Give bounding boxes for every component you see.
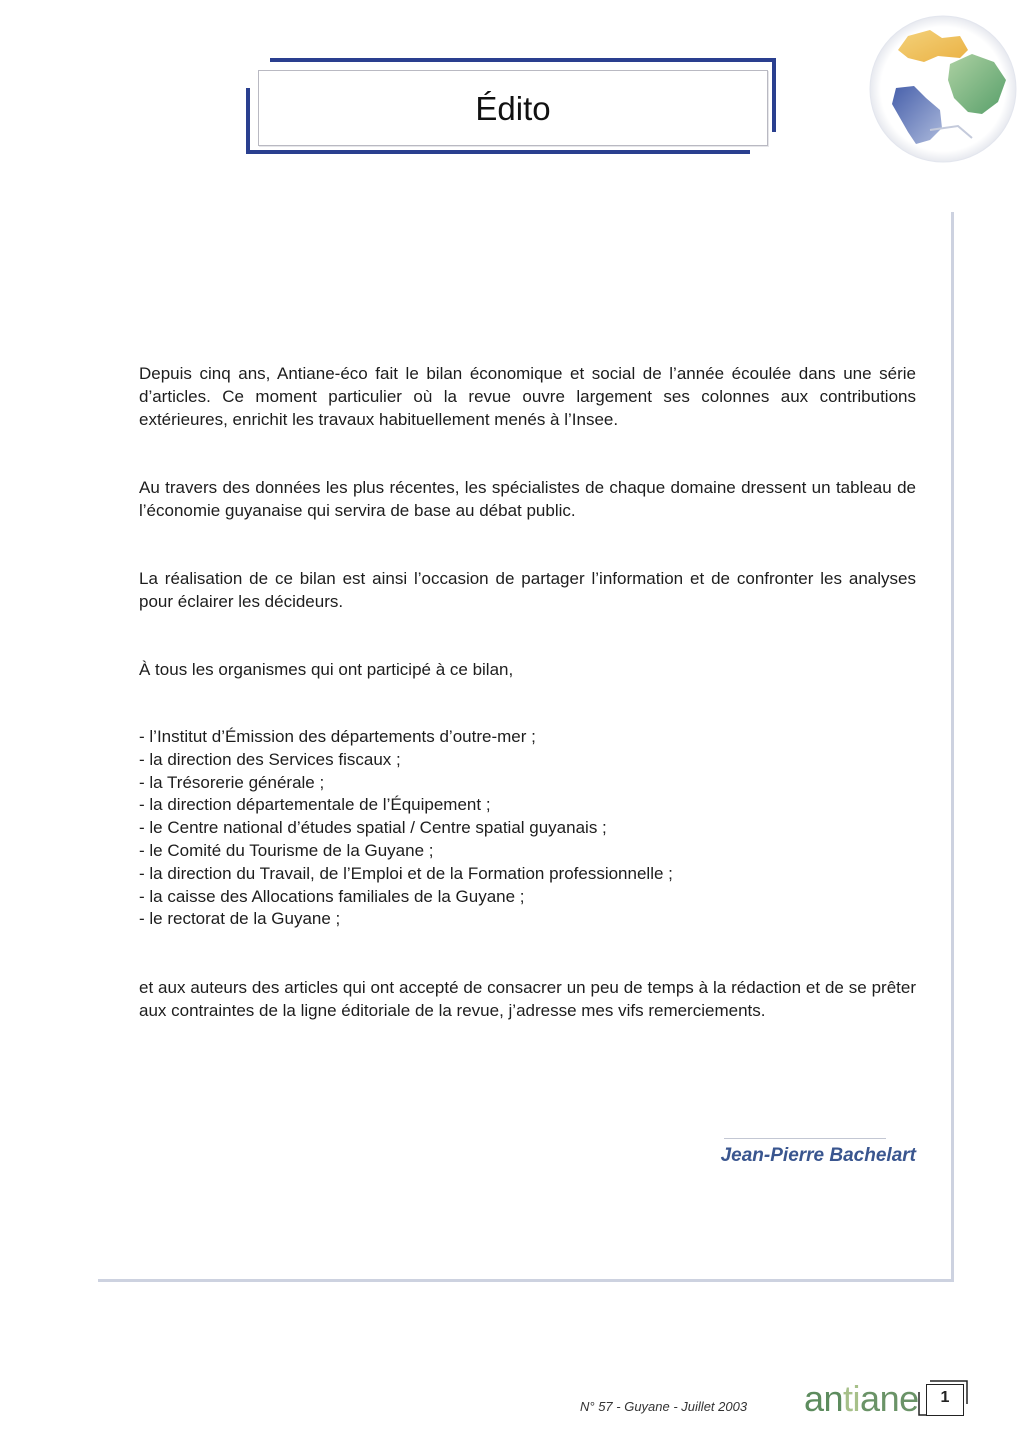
editorial-body — [139, 362, 916, 1022]
list-item: - le rectorat de la Guyane ; — [139, 909, 341, 929]
title-frame-bar-right — [772, 58, 776, 132]
brand-part-an: an — [804, 1378, 844, 1419]
spacer — [139, 431, 916, 476]
brand-part-ti: ti — [843, 1378, 861, 1419]
list-item: - le Centre national d’études spatial / Centre spatial guyanais ; — [139, 818, 607, 838]
list-item: - la direction des Services fiscaux ; — [139, 749, 401, 769]
globe-logo-icon — [868, 14, 1018, 164]
spacer — [139, 931, 916, 976]
title-frame-bar-left — [246, 88, 250, 154]
paragraph-thanks-intro: À tous les organismes qui ont participé à ce bilan, — [139, 660, 514, 679]
brand-part-ane: ane — [860, 1378, 919, 1419]
list-item: - la Trésorerie générale ; — [139, 772, 325, 792]
list-item: - l’Institut d’Émission des départements d’outre-mer ; — [139, 727, 536, 746]
title-frame-bar-top — [270, 58, 776, 62]
paragraph-purpose: La réalisation de ce bilan est ainsi l’occasion de partager l’information et de confronter les analyses pour éclairer les décideurs. — [139, 569, 916, 611]
title-frame — [246, 58, 778, 156]
spacer — [139, 613, 916, 658]
paragraph-data: Au travers des données les plus récentes, les spécialistes de chaque domaine dressent un tableau de l’économie guyanaise qui servira de base au débat public. — [139, 478, 916, 520]
brand-logo — [804, 1378, 919, 1420]
list-item: - la direction du Travail, de l’Emploi et de la Formation professionnelle ; — [139, 863, 673, 883]
title-frame-bar-bottom — [246, 150, 750, 154]
spacer — [139, 522, 916, 567]
title-box — [258, 70, 768, 146]
list-item: - le Comité du Tourisme de la Guyane ; — [139, 840, 434, 860]
page-frame-right — [951, 212, 954, 1282]
signature-rule — [724, 1138, 886, 1139]
list-item: - la caisse des Allocations familiales de la Guyane ; — [139, 886, 525, 906]
issue-info: N° 57 - Guyane - Juillet 2003 — [580, 1399, 748, 1414]
organism-list — [139, 726, 916, 931]
paragraph-closing: et aux auteurs des articles qui ont accepté de consacrer un peu de temps à la rédaction et de se prêter aux contraintes de la ligne éditoriale de la revue, j’adresse mes vifs remerciements. — [139, 978, 916, 1021]
page-title: Édito — [475, 90, 551, 127]
page-frame-bottom — [98, 1279, 954, 1282]
signature: Jean-Pierre Bachelart — [720, 1145, 916, 1166]
page-number: 1 — [940, 1389, 950, 1406]
list-item: - la direction départementale de l’Équipement ; — [139, 795, 491, 815]
spacer — [139, 681, 916, 726]
paragraph-intro: Depuis cinq ans, Antiane-éco fait le bilan économique et social de l’année écoulée dans une série d’articles. Ce moment particulier où la revue ouvre largement ses colonnes aux contributions extérieures, enrichit les travaux habituellement menés à l’Insee. — [139, 364, 916, 429]
